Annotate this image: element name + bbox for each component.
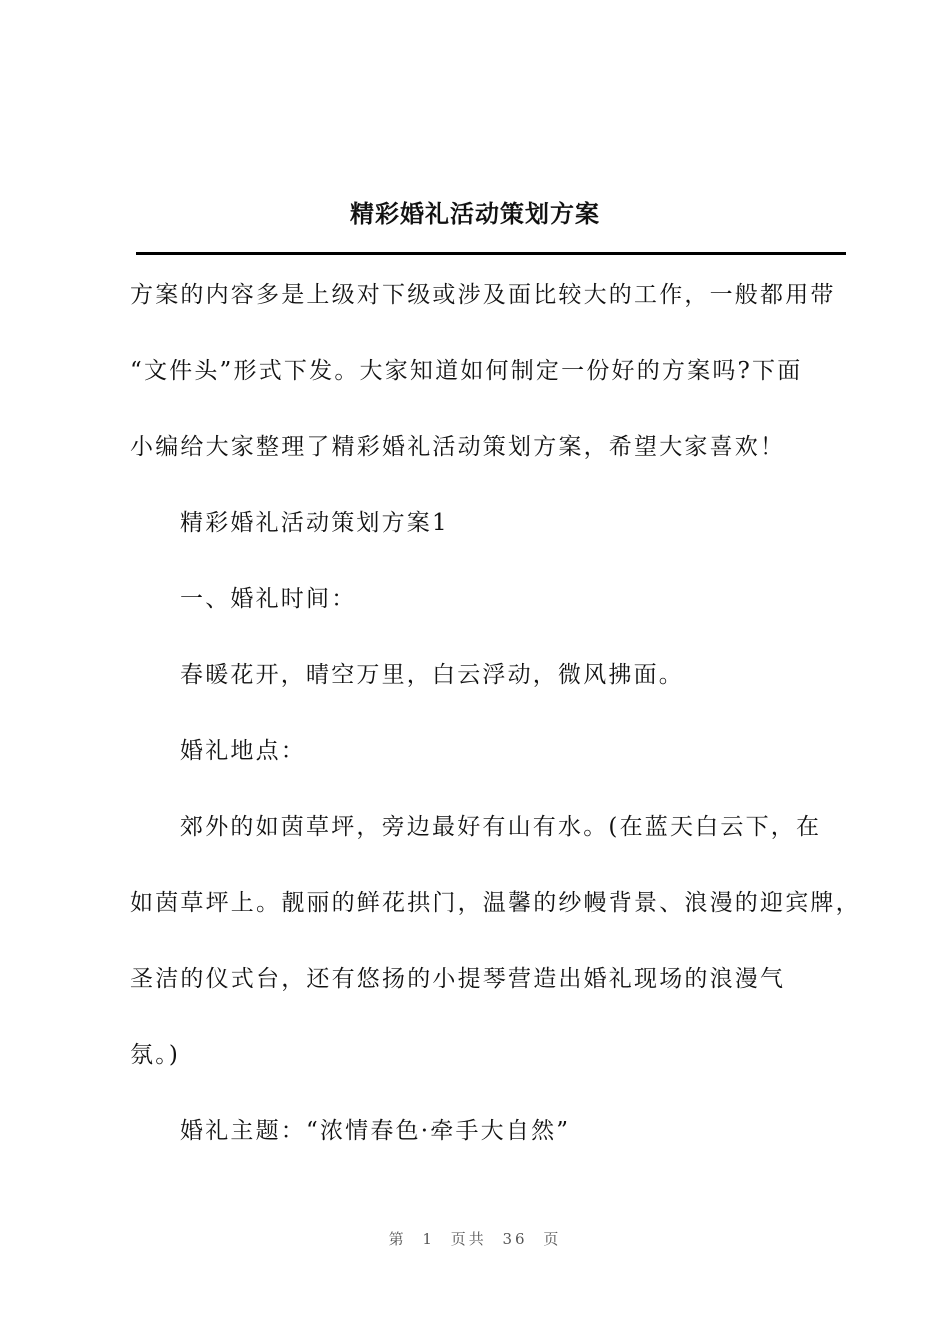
body-line: 小编给大家整理了精彩婚礼活动策划方案，希望大家喜欢！ [130, 434, 786, 460]
section-heading: 精彩婚礼活动策划方案1 [180, 510, 449, 536]
title-underline [136, 252, 846, 255]
body-line: 方案的内容多是上级对下级或涉及面比较大的工作，一般都用带 [130, 282, 836, 308]
body-line: 春暖花开，晴空万里，白云浮动，微风拂面。 [180, 662, 684, 688]
body-line: 氛。) [130, 1042, 181, 1068]
subsection-heading: 婚礼地点： [180, 738, 306, 764]
body-line: “文件头”形式下发。大家知道如何制定一份好的方案吗?下面 [130, 358, 803, 384]
body-line: 婚礼主题：“浓情春色·牵手大自然” [180, 1118, 571, 1144]
page-number-footer: 第 1 页共 36 页 [388, 1230, 562, 1248]
body-line: 郊外的如茵草坪，旁边最好有山有水。(在蓝天白云下，在 [180, 814, 822, 840]
document-title: 精彩婚礼活动策划方案 [350, 199, 600, 228]
body-line: 圣洁的仪式台，还有悠扬的小提琴营造出婚礼现场的浪漫气 [130, 966, 786, 992]
document-body [130, 272, 861, 1184]
body-line: 如茵草坪上。靓丽的鲜花拱门，温馨的纱幔背景、浪漫的迎宾牌， [130, 890, 861, 916]
subsection-heading: 一、婚礼时间： [180, 586, 357, 612]
